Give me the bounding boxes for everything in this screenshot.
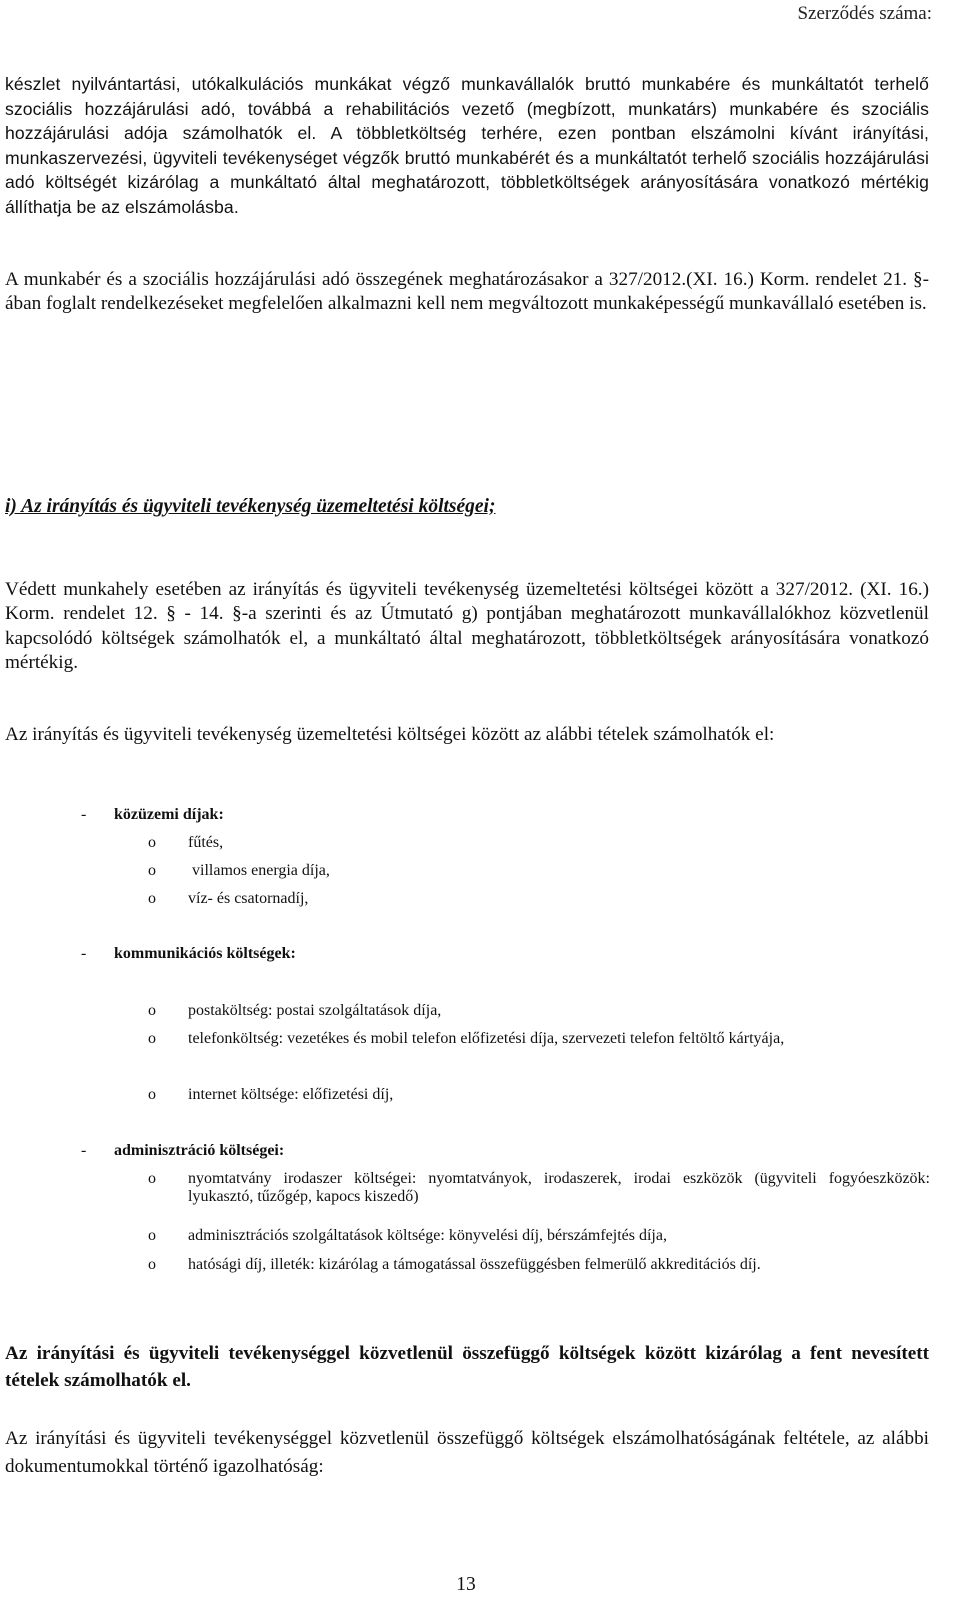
bullet: o: [148, 1030, 156, 1047]
bullet: o: [148, 890, 156, 907]
category-dash: -: [81, 1142, 87, 1159]
page-number: 13: [456, 1574, 476, 1595]
list-item-text: adminisztrációs szolgáltatások költsége: könyvelési díj, bérszámfejtés díja,: [188, 1227, 667, 1244]
list-item-text: telefonköltség: vezetékes és mobil telefon előfizetési díja, szervezeti telefon feltöltő kártyája,: [188, 1030, 785, 1047]
section-i-paragraph-2: Az irányítás és ügyviteli tevékenység üzemeltetési költségei között az alábbi tételek számolhatók el:: [5, 724, 775, 745]
category-label: adminisztráció költségei:: [114, 1142, 285, 1159]
category-label: közüzemi díjak:: [114, 806, 224, 823]
bullet: o: [148, 1002, 156, 1019]
category-dash: -: [81, 806, 87, 823]
category-label: kommunikációs költségek:: [114, 945, 296, 962]
section-i-paragraph-1: Védett munkahely esetében az irányítás és ügyviteli tevékenység üzemeltetési költségei között a 327/2012. (XI. 16.) Korm. rendelet 12. § - 14. §-a szerinti és az Útmutató g) pontjában meghatározott munkavállalókhoz közvetlenül kapcsolódó költségek számolhatók el, a munkáltató által meghatározott, többletköltségek arányosítására vonatkozó mértékig.: [5, 579, 929, 674]
intro-paragraph-1: készlet nyilvántartási, utókalkulációs munkákat végző munkavállalók bruttó munkabére és munkáltatót terhelő szociális hozzájárulási adó, továbbá a rehabilitációs vezető (megbízott, munkatárs) munkabére és szociális hozzájárulási adója számolhatók el. A többletköltség terhére, ezen pontban elszámolni kívánt irányítási, munkaszervezési, ügyviteli tevékenységet végzők bruttó munkabérét és a munkáltatót terhelő szociális hozzájárulási adó költségét kizárólag a munkáltató által meghatározott, többletköltségek arányosítására vonatkozó mértékig állíthatja be az elszámolásba.: [5, 74, 929, 217]
bullet: o: [148, 834, 156, 851]
section-i-heading: i) Az irányítás és ügyviteli tevékenység üzemeltetési költségei;: [5, 496, 496, 517]
bullet: o: [148, 1227, 156, 1244]
contract-number-label: Szerződés száma:: [797, 3, 932, 24]
bullet: o: [148, 862, 156, 879]
bold-statement: Az irányítási és ügyviteli tevékenységgel közvetlenül összefüggő költségek között kizárólag a fent nevesített tételek számolhatók el.: [5, 1343, 929, 1391]
bullet: o: [148, 1256, 156, 1273]
bullet: o: [148, 1170, 156, 1187]
list-item-text: víz- és csatornadíj,: [188, 890, 309, 907]
list-item-text: nyomtatvány irodaszer költségei: nyomtatványok, irodaszerek, irodai eszközök (ügyviteli fogyóeszközök: lyukasztó, tűzőgép, kapocs kiszedő): [188, 1170, 930, 1205]
list-item-text: internet költsége: előfizetési díj,: [188, 1086, 394, 1103]
category-dash: -: [81, 945, 87, 962]
bullet: o: [148, 1086, 156, 1103]
section-i-paragraph-3: Az irányítási és ügyviteli tevékenységgel közvetlenül összefüggő költségek elszámolhatóságának feltétele, az alábbi dokumentumokkal történő igazolhatóság:: [5, 1428, 929, 1477]
list-item-text: postaköltség: postai szolgáltatások díja,: [188, 1002, 442, 1019]
list-item-text: fűtés,: [188, 834, 224, 851]
intro-paragraph-2: A munkabér és a szociális hozzájárulási adó összegének meghatározásakor a 327/2012.(XI. 16.) Korm. rendelet 21. §-ában foglalt rendelkezéseket megfelelően alkalmazni kell nem megváltozott munkaképességű munkavállaló esetében is.: [5, 269, 929, 315]
list-item-text: hatósági díj, illeték: kizárólag a támogatással összefüggésben felmerülő akkreditációs díj.: [188, 1256, 761, 1273]
list-item-text: villamos energia díja,: [188, 862, 330, 879]
